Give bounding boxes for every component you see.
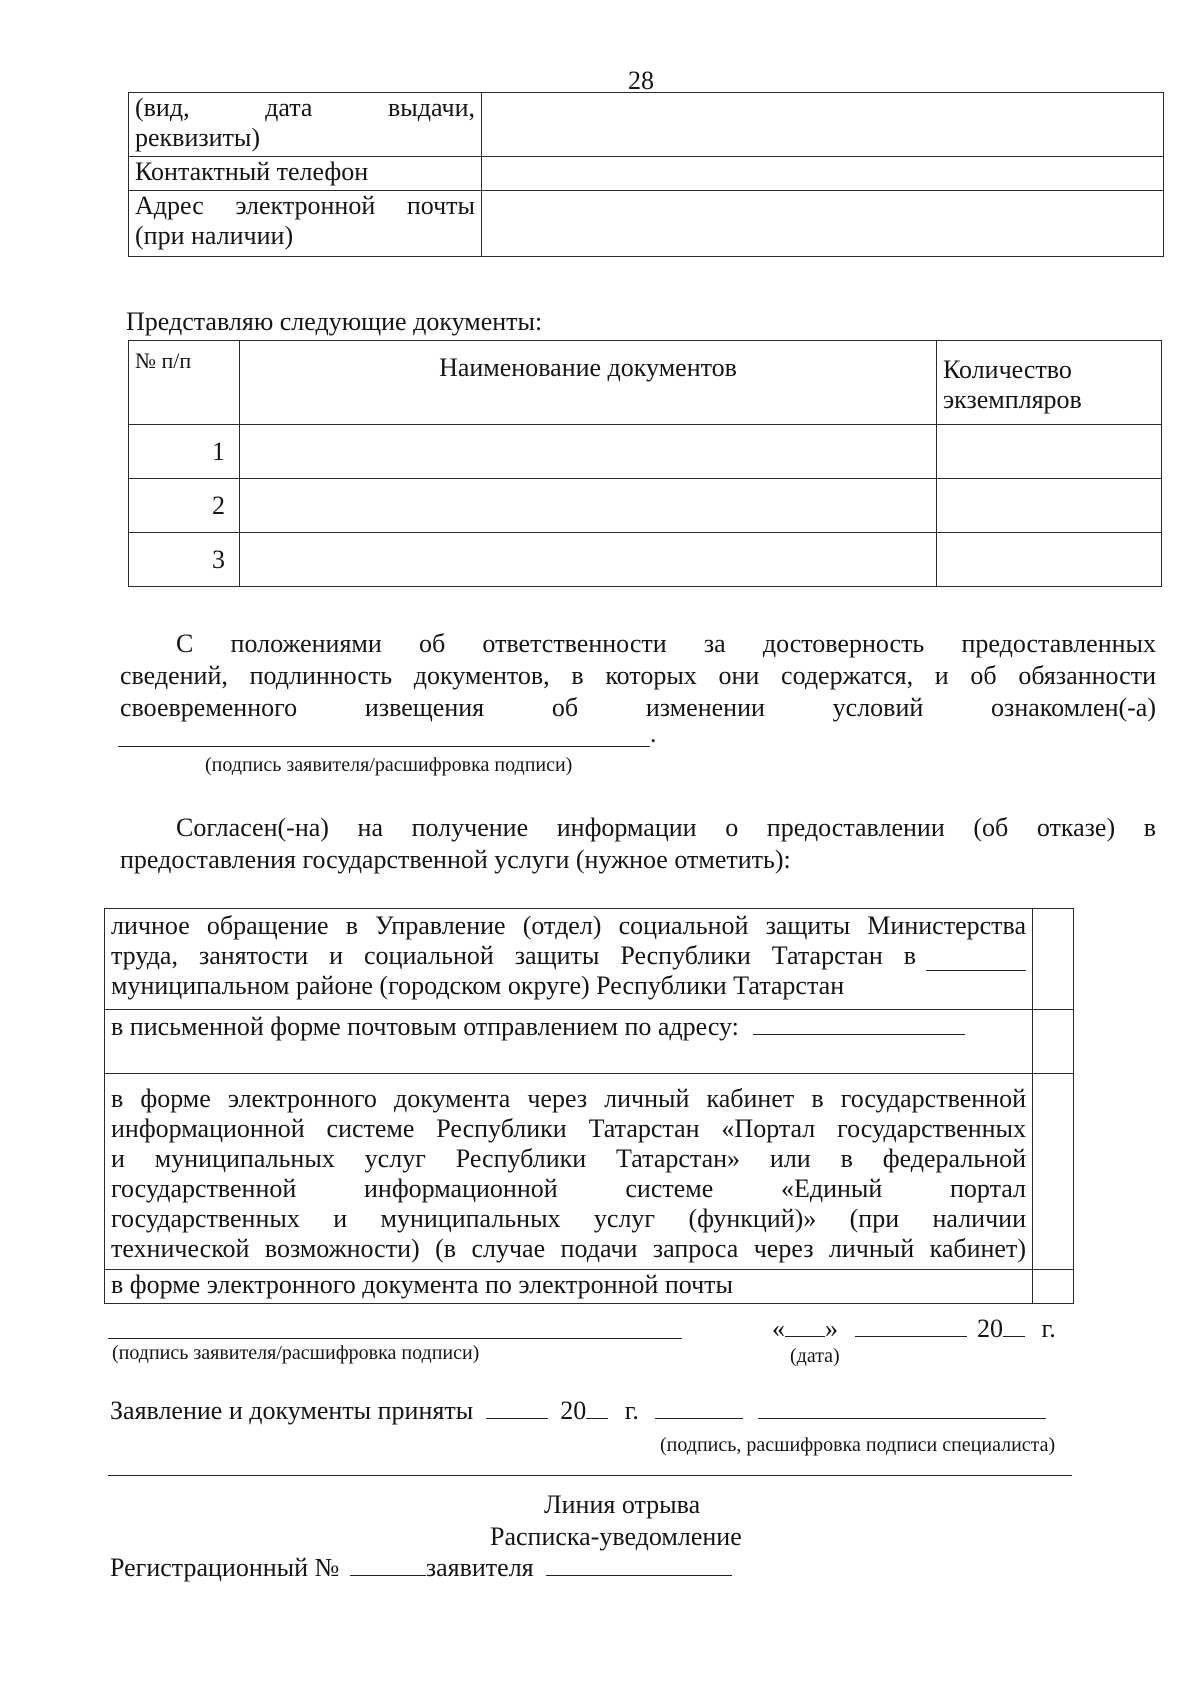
- option-text: государственных и муниципальных услуг (функций)» (при наличии: [111, 1204, 1026, 1233]
- input-cell[interactable]: [937, 533, 1162, 587]
- registration-applicant-label: заявителя: [425, 1553, 534, 1582]
- header-number: [129, 341, 240, 425]
- signature-line[interactable]: [118, 724, 650, 747]
- input-cell[interactable]: [482, 93, 1164, 157]
- signature-caption: (подпись заявителя/расшифровка подписи): [205, 754, 573, 776]
- option-text-cell: [105, 1074, 1033, 1270]
- option-text-cell: [105, 1010, 1033, 1074]
- accepted-year: 20: [560, 1396, 587, 1425]
- option-text: труда, занятости и социальной защиты Республики Татарстан в: [111, 941, 916, 970]
- option-text-cell: [105, 909, 1033, 1010]
- option-row: [105, 909, 1074, 1010]
- specialist-caption: (подпись, расшифровка подписи специалиста): [660, 1434, 1056, 1456]
- page-number: 28: [628, 66, 654, 95]
- option-text-cell: [105, 1270, 1033, 1304]
- documents-table: [128, 340, 1162, 587]
- option-checkbox[interactable]: [1033, 909, 1074, 1010]
- option-text: государственной информационной системе «Единый портал: [111, 1174, 1026, 1203]
- year-blank[interactable]: [1003, 1314, 1025, 1337]
- header-text: № п/п: [135, 348, 192, 373]
- table-row: [129, 191, 1164, 257]
- row-number: 3: [129, 533, 240, 587]
- specialist-name-blank[interactable]: [758, 1396, 1046, 1419]
- consent-line1: Согласен(-на) на получение информации о предоставлении (об отказе) в: [176, 813, 1156, 842]
- quote-open: «: [772, 1314, 785, 1343]
- option-text: в форме электронного документа по электронной почты: [111, 1270, 733, 1299]
- input-cell[interactable]: [240, 479, 937, 533]
- table-header-row: [129, 341, 1162, 425]
- option-row: [105, 1010, 1074, 1074]
- input-cell[interactable]: [937, 479, 1162, 533]
- option-text: муниципальном районе (городском округе) Республики Татарстан: [111, 971, 845, 1000]
- period: .: [650, 719, 657, 748]
- quote-close: »: [825, 1314, 838, 1343]
- delivery-options-table: [104, 908, 1074, 1304]
- specialist-signature-blank[interactable]: [655, 1396, 743, 1419]
- option-checkbox[interactable]: [1033, 1270, 1074, 1304]
- responsibility-line3: своевременного извещения об изменении условий ознакомлен(-а): [120, 693, 1156, 722]
- tear-line-rule: [108, 1475, 1072, 1476]
- option-row: [105, 1074, 1074, 1270]
- table-cell: [129, 93, 482, 157]
- tear-line-label: Линия отрыва: [544, 1490, 701, 1519]
- input-cell[interactable]: [240, 425, 937, 479]
- header-text: экземпляров: [943, 385, 1082, 414]
- row-number: 1: [129, 425, 240, 479]
- input-cell[interactable]: [482, 157, 1164, 191]
- table-row: [129, 533, 1162, 587]
- applicant-signature-caption: (подпись заявителя/расшифровка подписи): [112, 1342, 480, 1364]
- consent-line2: предоставления государственной услуги (нужное отметить):: [120, 845, 791, 874]
- header-text: Наименование документов: [439, 353, 737, 382]
- option-text: личное обращение в Управление (отдел) социальной защиты Министерства: [111, 911, 1026, 940]
- accepted-line: [110, 1396, 1046, 1426]
- cell-text: Контактный телефон: [135, 157, 369, 186]
- table-cell: [129, 191, 482, 257]
- header-text: Количество: [943, 355, 1072, 384]
- documents-heading: Представляю следующие документы:: [126, 307, 543, 336]
- option-checkbox[interactable]: [1033, 1010, 1074, 1074]
- table-row: [129, 93, 1164, 157]
- table-cell: [129, 157, 482, 191]
- option-text: информационной системе Республики Татарстан «Портал государственных: [111, 1114, 1026, 1143]
- registration-line: [110, 1553, 732, 1583]
- input-cell[interactable]: [937, 425, 1162, 479]
- year-suffix: г.: [1041, 1314, 1056, 1343]
- applicant-contact-table: [128, 92, 1164, 257]
- year-prefix: 20: [977, 1314, 1003, 1343]
- input-cell[interactable]: [240, 533, 937, 587]
- option-row: [105, 1270, 1074, 1304]
- address-blank[interactable]: [753, 1012, 965, 1035]
- option-checkbox[interactable]: [1033, 1074, 1074, 1270]
- registration-label: Регистрационный №: [110, 1553, 340, 1582]
- cell-text: реквизиты): [135, 123, 261, 152]
- cell-text: (при наличии): [135, 221, 294, 250]
- input-cell[interactable]: [482, 191, 1164, 257]
- table-row: [129, 479, 1162, 533]
- option-text: в форме электронного документа через личный кабинет в государственной: [111, 1084, 1026, 1113]
- district-blank[interactable]: [926, 948, 1026, 971]
- row-number: 2: [129, 479, 240, 533]
- accepted-day-blank[interactable]: [486, 1396, 548, 1419]
- cell-text: (вид, дата выдачи,: [135, 93, 475, 122]
- applicant-name-blank[interactable]: [546, 1553, 732, 1576]
- responsibility-line2: сведений, подлинность документов, в которых они содержатся, и об обязанности: [120, 661, 1156, 690]
- option-text: технической возможности) (в случае подачи запроса через личный кабинет): [111, 1234, 1026, 1263]
- header-quantity: [937, 341, 1162, 425]
- accepted-label: Заявление и документы приняты: [110, 1396, 474, 1425]
- option-text: в письменной форме почтовым отправлением по адресу:: [111, 1012, 739, 1041]
- accepted-year-suffix: г.: [624, 1396, 639, 1425]
- accepted-year-blank[interactable]: [586, 1396, 608, 1419]
- table-row: [129, 157, 1164, 191]
- table-row: [129, 425, 1162, 479]
- registration-number-blank[interactable]: [350, 1553, 426, 1576]
- day-blank[interactable]: [785, 1314, 825, 1337]
- cell-text: Адрес электронной почты: [135, 191, 475, 220]
- date-caption: (дата): [790, 1345, 840, 1367]
- option-text: и муниципальных услуг Республики Татарстан» или в федеральной: [111, 1144, 1026, 1173]
- month-blank[interactable]: [855, 1314, 967, 1337]
- receipt-title: Расписка-уведомление: [490, 1522, 742, 1551]
- date-field: [772, 1314, 1056, 1344]
- header-name: [240, 341, 937, 425]
- applicant-signature-line[interactable]: [108, 1316, 682, 1339]
- responsibility-line1: С положениями об ответственности за достоверность предоставленных: [176, 629, 1156, 658]
